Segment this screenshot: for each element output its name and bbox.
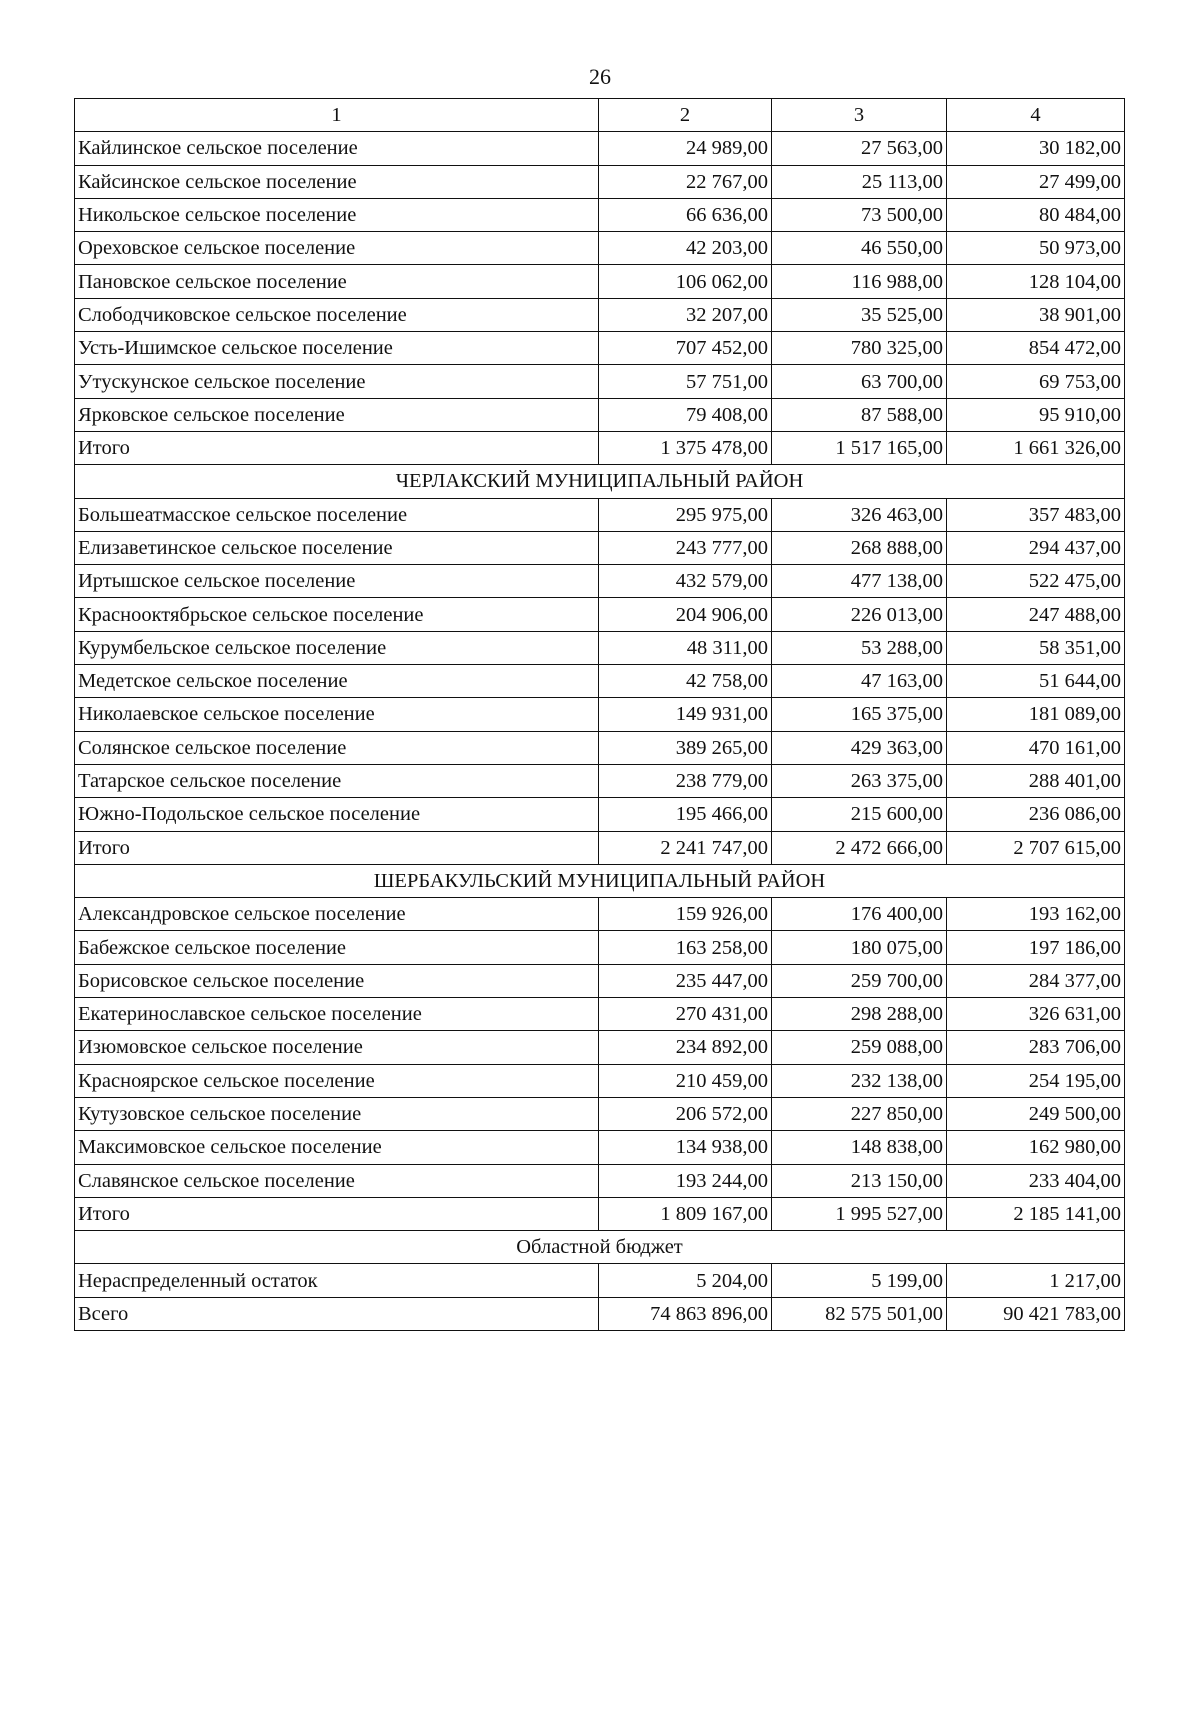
column-header-2: 2 — [599, 99, 772, 132]
value-col-3: 35 525,00 — [772, 298, 947, 331]
row-name: Пановское сельское поселение — [75, 265, 599, 298]
value-col-4: 58 351,00 — [947, 631, 1125, 664]
row-name: Кайсинское сельское поселение — [75, 165, 599, 198]
value-col-2: 707 452,00 — [599, 332, 772, 365]
section-header-row — [75, 1231, 1125, 1264]
table-row — [75, 931, 1125, 964]
value-col-2: 149 931,00 — [599, 698, 772, 731]
value-col-3: 82 575 501,00 — [772, 1297, 947, 1330]
value-col-4: 162 980,00 — [947, 1131, 1125, 1164]
value-col-4: 294 437,00 — [947, 531, 1125, 564]
value-col-2: 106 062,00 — [599, 265, 772, 298]
row-name: Ореховское сельское поселение — [75, 232, 599, 265]
table-row — [75, 232, 1125, 265]
row-name: Слободчиковское сельское поселение — [75, 298, 599, 331]
value-col-4: 233 404,00 — [947, 1164, 1125, 1197]
row-name: Борисовское сельское поселение — [75, 964, 599, 997]
value-col-4: 90 421 783,00 — [947, 1297, 1125, 1330]
table-row — [75, 898, 1125, 931]
row-name: Александровское сельское поселение — [75, 898, 599, 931]
table-row — [75, 265, 1125, 298]
subtotal-row — [75, 1197, 1125, 1230]
value-col-2: 66 636,00 — [599, 198, 772, 231]
value-col-2: 210 459,00 — [599, 1064, 772, 1097]
value-col-2: 243 777,00 — [599, 531, 772, 564]
value-col-3: 227 850,00 — [772, 1097, 947, 1130]
section-title: ЧЕРЛАКСКИЙ МУНИЦИПАЛЬНЫЙ РАЙОН — [75, 465, 1125, 498]
value-col-4: 470 161,00 — [947, 731, 1125, 764]
value-col-4: 2 707 615,00 — [947, 831, 1125, 864]
value-col-2: 134 938,00 — [599, 1131, 772, 1164]
row-name: Медетское сельское поселение — [75, 665, 599, 698]
row-name: Николаевское сельское поселение — [75, 698, 599, 731]
table-row — [75, 498, 1125, 531]
table-row — [75, 1264, 1125, 1297]
value-col-2: 204 906,00 — [599, 598, 772, 631]
value-col-3: 226 013,00 — [772, 598, 947, 631]
table-row — [75, 298, 1125, 331]
table-row — [75, 332, 1125, 365]
value-col-2: 1 375 478,00 — [599, 431, 772, 464]
value-col-2: 270 431,00 — [599, 998, 772, 1031]
value-col-3: 326 463,00 — [772, 498, 947, 531]
row-name: Кутузовское сельское поселение — [75, 1097, 599, 1130]
row-name: Ярковское сельское поселение — [75, 398, 599, 431]
table-row — [75, 1064, 1125, 1097]
value-col-3: 116 988,00 — [772, 265, 947, 298]
value-col-3: 1 517 165,00 — [772, 431, 947, 464]
value-col-4: 50 973,00 — [947, 232, 1125, 265]
value-col-3: 63 700,00 — [772, 365, 947, 398]
row-name: Татарское сельское поселение — [75, 764, 599, 797]
value-col-4: 357 483,00 — [947, 498, 1125, 531]
table-body — [75, 99, 1125, 1331]
table-row — [75, 1164, 1125, 1197]
row-name: Итого — [75, 831, 599, 864]
row-name: Бабежское сельское поселение — [75, 931, 599, 964]
value-col-4: 80 484,00 — [947, 198, 1125, 231]
value-col-4: 95 910,00 — [947, 398, 1125, 431]
value-col-2: 48 311,00 — [599, 631, 772, 664]
table-row — [75, 665, 1125, 698]
grand-total-row — [75, 1297, 1125, 1330]
row-name: Елизаветинское сельское поселение — [75, 531, 599, 564]
row-name: Южно-Подольское сельское поселение — [75, 798, 599, 831]
table-row — [75, 798, 1125, 831]
table-row — [75, 998, 1125, 1031]
value-col-3: 213 150,00 — [772, 1164, 947, 1197]
value-col-4: 30 182,00 — [947, 132, 1125, 165]
value-col-2: 159 926,00 — [599, 898, 772, 931]
value-col-2: 24 989,00 — [599, 132, 772, 165]
value-col-2: 432 579,00 — [599, 565, 772, 598]
subtotal-row — [75, 431, 1125, 464]
value-col-2: 235 447,00 — [599, 964, 772, 997]
row-name: Большеатмасское сельское поселение — [75, 498, 599, 531]
row-name: Солянское сельское поселение — [75, 731, 599, 764]
value-col-2: 163 258,00 — [599, 931, 772, 964]
row-name: Екатеринославское сельское поселение — [75, 998, 599, 1031]
value-col-2: 42 758,00 — [599, 665, 772, 698]
section-title: Областной бюджет — [75, 1231, 1125, 1264]
table-row — [75, 531, 1125, 564]
row-name: Усть-Ишимское сельское поселение — [75, 332, 599, 365]
row-name: Итого — [75, 1197, 599, 1230]
value-col-3: 259 700,00 — [772, 964, 947, 997]
subtotal-row — [75, 831, 1125, 864]
value-col-2: 79 408,00 — [599, 398, 772, 431]
column-header-3: 3 — [772, 99, 947, 132]
row-name: Нераспределенный остаток — [75, 1264, 599, 1297]
table-row — [75, 598, 1125, 631]
value-col-4: 1 661 326,00 — [947, 431, 1125, 464]
section-title: ШЕРБАКУЛЬСКИЙ МУНИЦИПАЛЬНЫЙ РАЙОН — [75, 864, 1125, 897]
row-name: Итого — [75, 431, 599, 464]
value-col-3: 2 472 666,00 — [772, 831, 947, 864]
table-row — [75, 698, 1125, 731]
value-col-3: 180 075,00 — [772, 931, 947, 964]
value-col-2: 389 265,00 — [599, 731, 772, 764]
value-col-2: 57 751,00 — [599, 365, 772, 398]
value-col-3: 477 138,00 — [772, 565, 947, 598]
section-header-row — [75, 465, 1125, 498]
value-col-4: 27 499,00 — [947, 165, 1125, 198]
row-name: Максимовское сельское поселение — [75, 1131, 599, 1164]
value-col-3: 87 588,00 — [772, 398, 947, 431]
value-col-4: 854 472,00 — [947, 332, 1125, 365]
value-col-3: 268 888,00 — [772, 531, 947, 564]
table-row — [75, 132, 1125, 165]
value-col-2: 5 204,00 — [599, 1264, 772, 1297]
value-col-3: 263 375,00 — [772, 764, 947, 797]
value-col-4: 288 401,00 — [947, 764, 1125, 797]
value-col-2: 193 244,00 — [599, 1164, 772, 1197]
row-name: Иртышское сельское поселение — [75, 565, 599, 598]
value-col-4: 249 500,00 — [947, 1097, 1125, 1130]
value-col-2: 74 863 896,00 — [599, 1297, 772, 1330]
value-col-3: 780 325,00 — [772, 332, 947, 365]
value-col-2: 234 892,00 — [599, 1031, 772, 1064]
value-col-2: 195 466,00 — [599, 798, 772, 831]
value-col-3: 148 838,00 — [772, 1131, 947, 1164]
value-col-4: 38 901,00 — [947, 298, 1125, 331]
value-col-3: 429 363,00 — [772, 731, 947, 764]
value-col-3: 259 088,00 — [772, 1031, 947, 1064]
table-row — [75, 764, 1125, 797]
table-row — [75, 165, 1125, 198]
table-row — [75, 731, 1125, 764]
value-col-4: 128 104,00 — [947, 265, 1125, 298]
section-header-row — [75, 864, 1125, 897]
budget-table — [74, 98, 1125, 1331]
column-header-1: 1 — [75, 99, 599, 132]
value-col-4: 326 631,00 — [947, 998, 1125, 1031]
value-col-3: 215 600,00 — [772, 798, 947, 831]
value-col-2: 1 809 167,00 — [599, 1197, 772, 1230]
value-col-4: 51 644,00 — [947, 665, 1125, 698]
value-col-2: 295 975,00 — [599, 498, 772, 531]
row-name: Кайлинское сельское поселение — [75, 132, 599, 165]
value-col-3: 5 199,00 — [772, 1264, 947, 1297]
value-col-2: 32 207,00 — [599, 298, 772, 331]
value-col-3: 25 113,00 — [772, 165, 947, 198]
row-name: Курумбельское сельское поселение — [75, 631, 599, 664]
value-col-4: 197 186,00 — [947, 931, 1125, 964]
table-row — [75, 964, 1125, 997]
table-row — [75, 1097, 1125, 1130]
value-col-4: 2 185 141,00 — [947, 1197, 1125, 1230]
column-header-4: 4 — [947, 99, 1125, 132]
value-col-3: 73 500,00 — [772, 198, 947, 231]
value-col-3: 47 163,00 — [772, 665, 947, 698]
value-col-3: 298 288,00 — [772, 998, 947, 1031]
table-row — [75, 1031, 1125, 1064]
value-col-4: 1 217,00 — [947, 1264, 1125, 1297]
table-row — [75, 631, 1125, 664]
row-name: Славянское сельское поселение — [75, 1164, 599, 1197]
value-col-4: 283 706,00 — [947, 1031, 1125, 1064]
row-name: Красноярское сельское поселение — [75, 1064, 599, 1097]
value-col-3: 53 288,00 — [772, 631, 947, 664]
value-col-4: 181 089,00 — [947, 698, 1125, 731]
value-col-4: 254 195,00 — [947, 1064, 1125, 1097]
table-row — [75, 398, 1125, 431]
header-row — [75, 99, 1125, 132]
table-row — [75, 365, 1125, 398]
row-name: Изюмовское сельское поселение — [75, 1031, 599, 1064]
value-col-4: 522 475,00 — [947, 565, 1125, 598]
table-row — [75, 198, 1125, 231]
value-col-3: 165 375,00 — [772, 698, 947, 731]
value-col-3: 46 550,00 — [772, 232, 947, 265]
value-col-2: 238 779,00 — [599, 764, 772, 797]
row-name: Всего — [75, 1297, 599, 1330]
row-name: Никольское сельское поселение — [75, 198, 599, 231]
value-col-3: 176 400,00 — [772, 898, 947, 931]
value-col-2: 2 241 747,00 — [599, 831, 772, 864]
value-col-2: 22 767,00 — [599, 165, 772, 198]
value-col-4: 69 753,00 — [947, 365, 1125, 398]
table-row — [75, 1131, 1125, 1164]
page-number: 26 — [589, 64, 611, 89]
value-col-3: 27 563,00 — [772, 132, 947, 165]
value-col-2: 206 572,00 — [599, 1097, 772, 1130]
value-col-4: 236 086,00 — [947, 798, 1125, 831]
value-col-4: 193 162,00 — [947, 898, 1125, 931]
table-row — [75, 565, 1125, 598]
row-name: Утускунское сельское поселение — [75, 365, 599, 398]
row-name: Краснооктябрьское сельское поселение — [75, 598, 599, 631]
value-col-4: 284 377,00 — [947, 964, 1125, 997]
value-col-2: 42 203,00 — [599, 232, 772, 265]
value-col-3: 232 138,00 — [772, 1064, 947, 1097]
value-col-4: 247 488,00 — [947, 598, 1125, 631]
value-col-3: 1 995 527,00 — [772, 1197, 947, 1230]
